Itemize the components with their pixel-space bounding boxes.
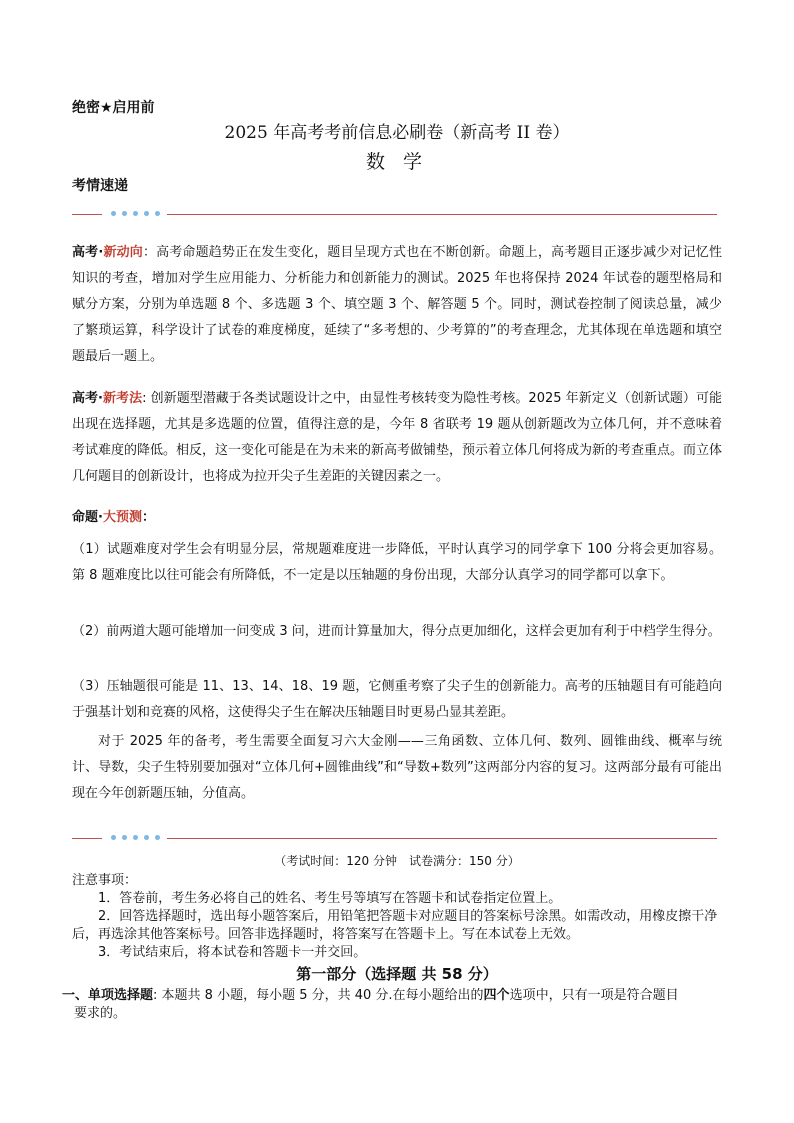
decorative-divider-top [72, 210, 717, 220]
prediction-item-2: （2）前两道大题可能增加一问变成 3 问，进而计算量加大，得分点更加细化，这样会更加有利于中档学生得分。 [72, 624, 721, 639]
section-continuation: 要求的。 [74, 1006, 127, 1021]
divider-line [72, 838, 102, 839]
prediction-item-1: （1）试题难度对学生会有明显分层，常规题难度进一步降低，平时认真学习的同学拿下 100 分将会更加容易。第 8 题难度比以往可能会有所降低，不一定是以压轴题的身份出现，大部分认真学习的同学都可以拿下。 [72, 542, 722, 583]
paragraph-lead: 高考· [72, 391, 103, 406]
paragraph-new-trend [72, 240, 722, 370]
dot-icon [144, 835, 149, 840]
notice-item: 1．答卷前，考生务必将自己的姓名、考生号等填写在答题卡和试卷指定位置上。 [98, 891, 562, 906]
prediction-item-3: （3）压轴题很可能是 11、13、14、18、19 题，它侧重考察了尖子生的创新能力。高考的压轴题目有可能趋向于强基计划和竞赛的风格，这使得尖子生在解决压轴题目时更易凸显其差距。 [72, 679, 722, 720]
dot-icon [111, 835, 116, 840]
divider-line [167, 838, 717, 839]
paragraph-colon: ： [141, 510, 155, 525]
paragraph-prediction-heading [72, 505, 722, 531]
paragraph-lead: 命题· [72, 510, 103, 525]
section-text: : 本题共 8 小题，每小题 5 分，共 40 分.在每小题给出的 [153, 988, 484, 1003]
dot-icon [133, 211, 138, 216]
paragraph-accent: 新动向 [103, 245, 143, 260]
paragraph-accent: 新考法 [103, 391, 143, 406]
exam-time-info: （考试时间：120 分钟 试卷满分：150 分） [274, 854, 520, 868]
dot-icon [155, 211, 160, 216]
section-text: 选项中，只有一项是符合题目 [509, 988, 679, 1003]
paragraph-lead: 高考· [72, 245, 104, 260]
subject-title: 数 学 [365, 151, 429, 173]
dot-icon [144, 211, 149, 216]
question-section-heading [62, 987, 722, 1023]
divider-line [72, 214, 102, 215]
divider-dots [111, 835, 160, 840]
notice-heading: 注意事项： [72, 873, 138, 888]
closing-paragraph: 对于 2025 年的备考，考生需要全面复习六大金刚——三角函数、立体几何、数列、圆锥曲线、概率与统计、导数，尖子生特别要加强对“立体几何+圆锥曲线”和“导数+数列”这两部分内容的复习。这两部分最有可能出现在今年创新题压轴，分值高。 [72, 734, 722, 801]
divider-line [167, 214, 717, 215]
paragraph-text: : 创新题型潜藏于各类试题设计之中，由显性考核转变为隐性考核。2025 年新定义（创新试题）可能出现在选择题，尤其是多选题的位置，值得注意的是，今年 8 省联考 19 题从创新题改为立体几何，并不意味着考试难度的降低。相反，这一变化可能是在为未来的新高考做铺垫，预示着立体几何将成为新的考查重点。而立体几何题目的创新设计，也将成为拉开尖子生差距的关键因素之一。 [72, 391, 723, 484]
dot-icon [133, 835, 138, 840]
section-bold: 四个 [483, 988, 510, 1003]
notice-item: 3．考试结束后，将本试卷和答题卡一并交回。 [98, 945, 367, 960]
notice-block [72, 872, 722, 962]
dot-icon [155, 835, 160, 840]
question-section-line [62, 987, 722, 1005]
part-title: 第一部分（选择题 共 58 分） [296, 965, 498, 983]
section-bold: 一、单项选择题 [62, 988, 154, 1003]
confidential-mark: 绝密★启用前 [72, 100, 155, 116]
paragraph-text: ：高考命题趋势正在发生变化，题目呈现方式也在不断创新。命题上，高考题目正逐步减少对记忆性知识的考查，增加对学生应用能力、分析能力和创新能力的测试。2025 年也将保持 2024 年试卷的题型格局和赋分方案，分别为单选题 8 个、多选题 3 个、填空题 3 个、解答题 5 个。同时，测试卷控制了阅读总量，减少了繁琐运算，科学设计了试卷的难度梯度，延续了“多考想的、少考算的”的考查理念，尤其体现在单选题和填空题最后一题上。 [72, 245, 722, 364]
dot-icon [111, 211, 116, 216]
section-label: 考情速递 [72, 178, 128, 194]
dot-icon [122, 211, 127, 216]
divider-dots [111, 211, 160, 216]
dot-icon [122, 835, 127, 840]
notice-item: 2．回答选择题时，选出每小题答案后，用铅笔把答题卡对应题目的答案标号涂黑。如需改动，用橡皮擦干净后，再选涂其他答案标号。回答非选择题时，将答案写在答题卡上。写在本试卷上无效。 [72, 909, 718, 942]
paragraph-new-method [72, 386, 722, 490]
paragraph-accent: 大预测 [102, 510, 142, 525]
decorative-divider-bottom [72, 834, 717, 844]
document-title: 2025 年高考考前信息必刷卷（新高考 II 卷） [224, 123, 570, 143]
